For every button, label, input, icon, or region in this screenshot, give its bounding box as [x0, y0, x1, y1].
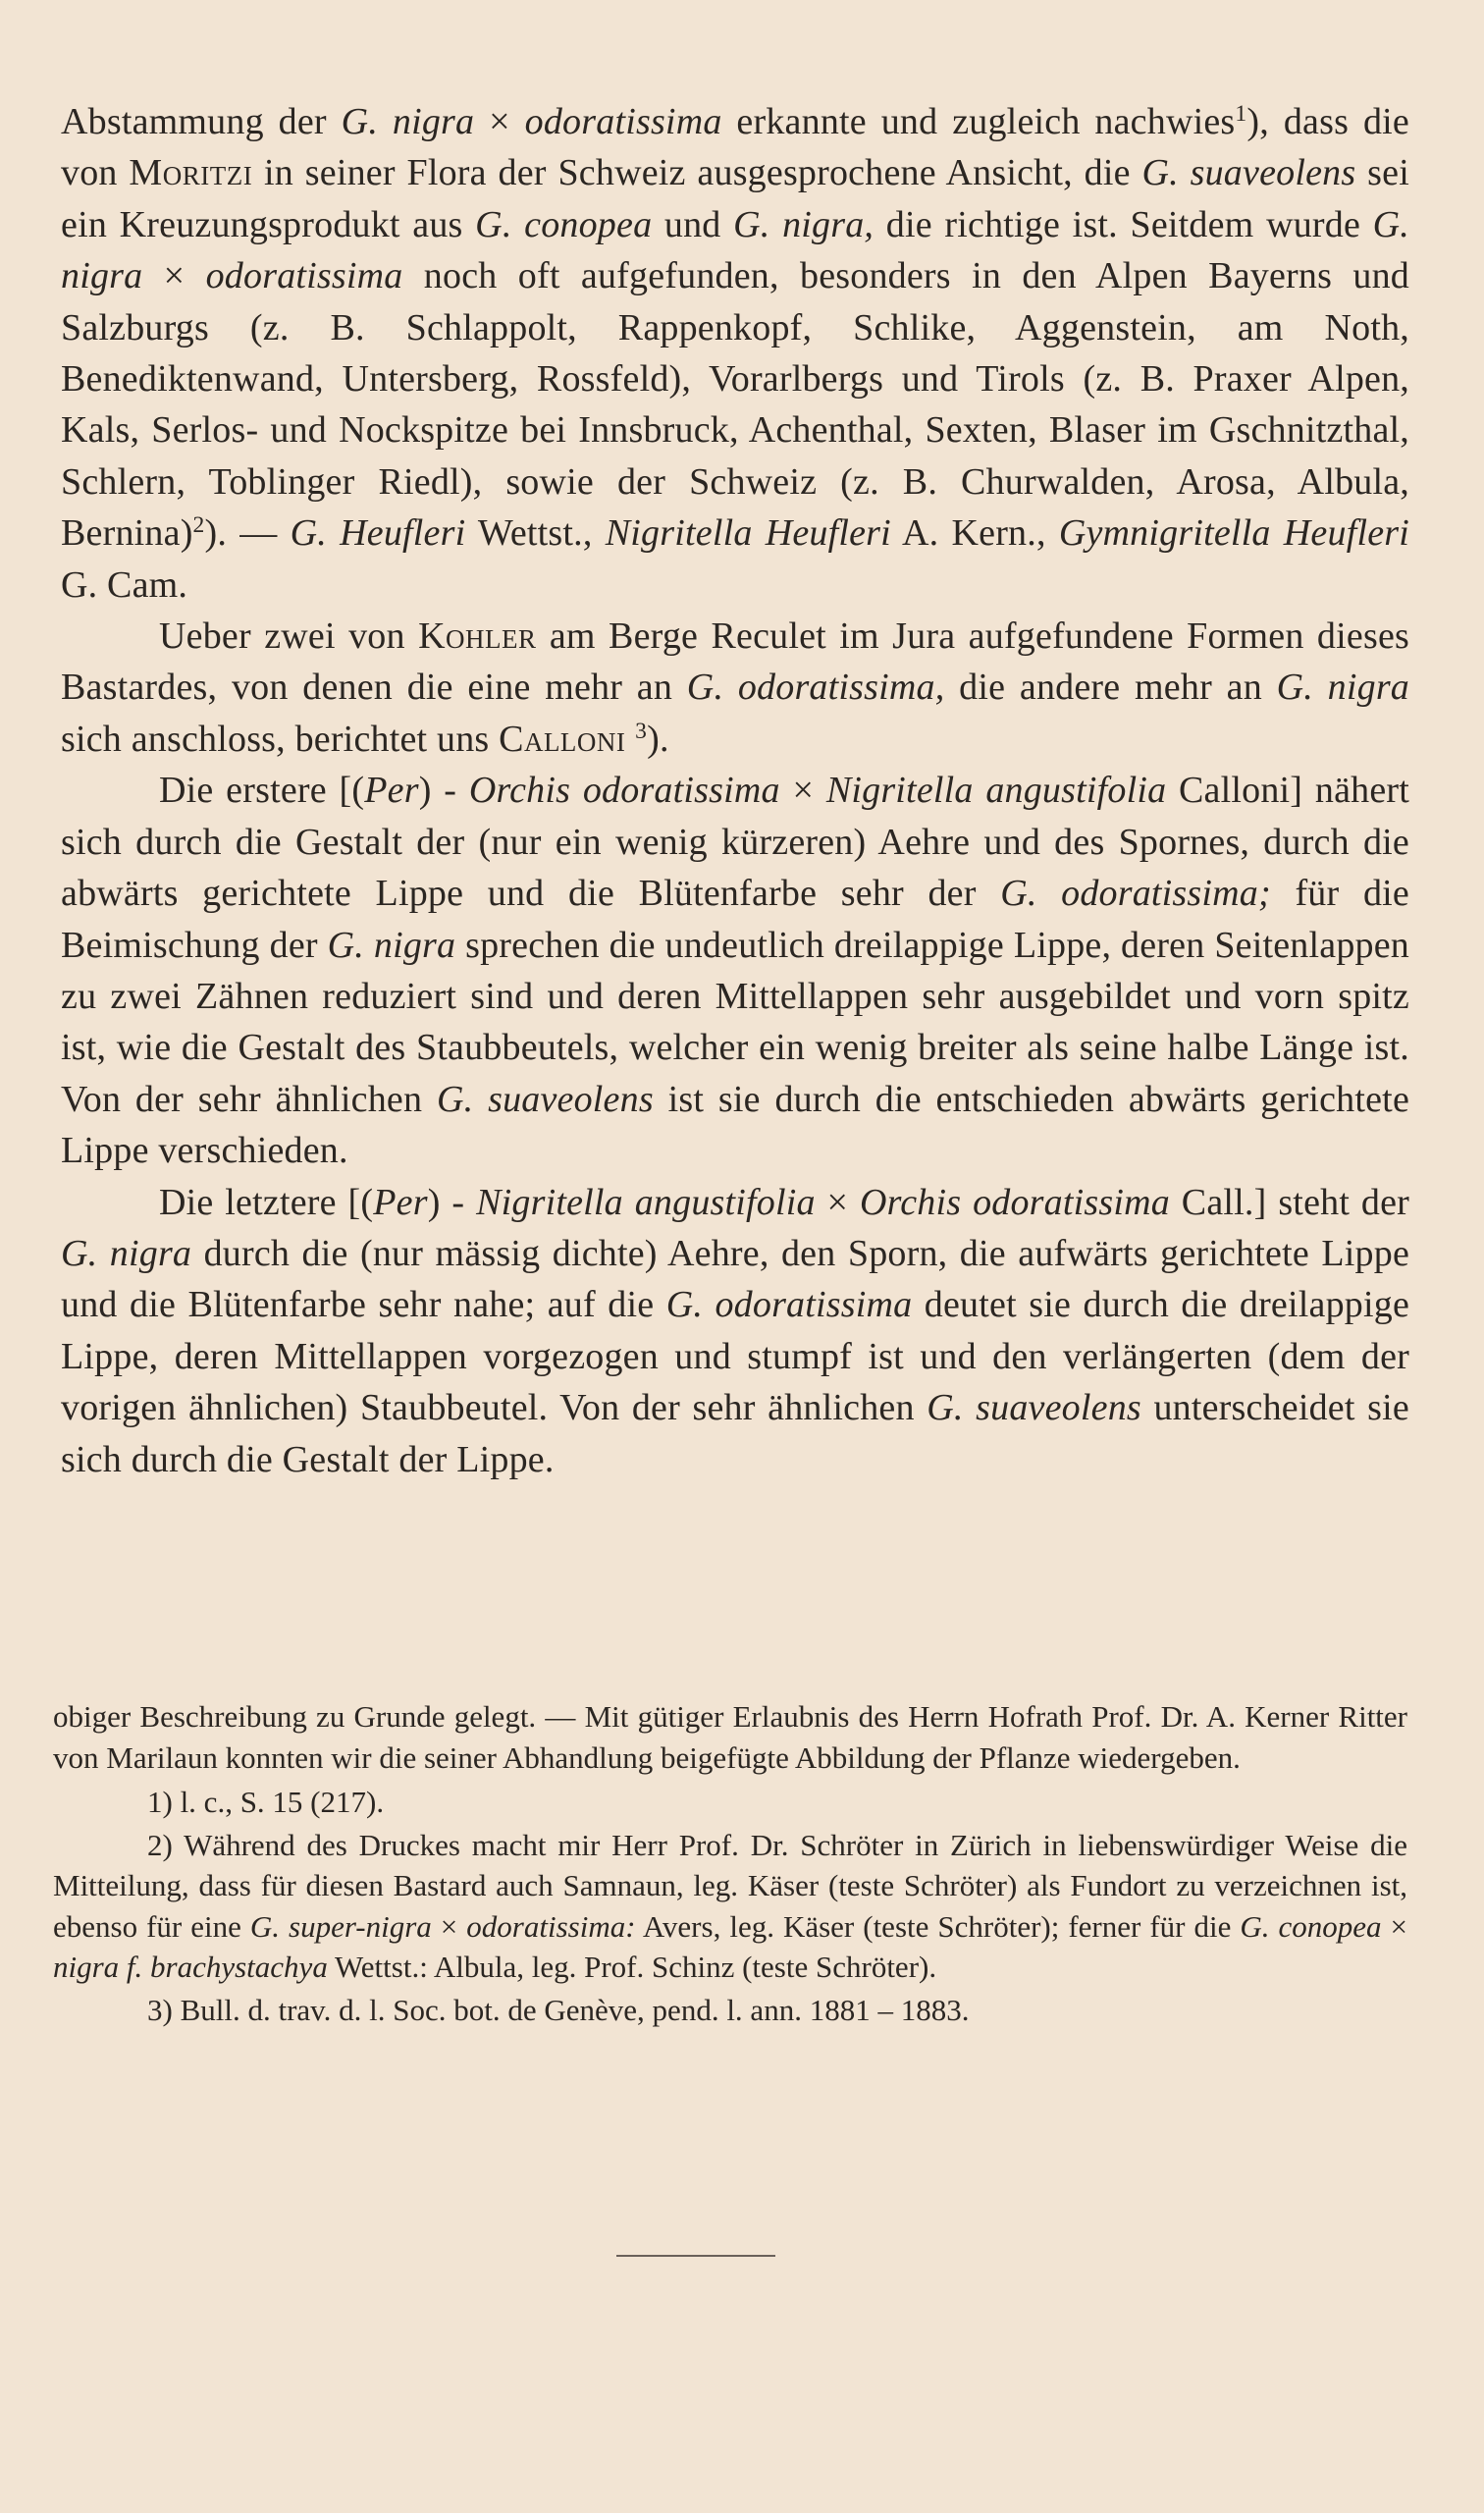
italic-run: G. suaveolens [927, 1387, 1141, 1429]
italic-run: Gymnigritella Heufleri [1058, 512, 1410, 555]
author-name: Kohler [418, 615, 537, 658]
footnote-ref: 2 [192, 512, 205, 539]
italic-run: G. suaveolens [436, 1078, 654, 1120]
italic-run: Per [364, 770, 419, 812]
italic-run: G. conopea [475, 203, 653, 245]
footnote-3: 3) Bull. d. trav. d. l. Soc. bot. de Genève, pend. l. ann. 1881 – 1883. [147, 1992, 970, 2027]
italic-run: G. odoratissima; [1000, 873, 1271, 915]
paragraph: Ueber zwei von Kohler am Berge Reculet im Jura aufgefundene Formen dieses Bastardes, von denen die eine mehr an G. odoratissima, die andere mehr an G. nigra sich anschloss, berichtet uns Calloni $^3$). [61, 615, 1410, 760]
footnote-1: 1) l. c., S. 15 (217). [147, 1785, 385, 1819]
author-name: Moritzi [129, 152, 253, 194]
italic-run: G. odoratissima, [686, 667, 945, 709]
italic-run: G. nigra [1276, 667, 1410, 709]
paragraph: Abstammung der G. nigra × odoratissima erkannte und zugleich nachwies$^1$), dass die von Moritzi in seiner Flora der Schweiz ausgesprochene Ansicht, die G. suaveolens sei ein Kreuzungsprodukt aus G. conopea und G. nigra, die richtige ist. Seitdem wurde G. nigra × odoratissima noch oft aufgefunden, besonders in den Alpen Bayerns und Salzburgs (z. B. Schlappolt, Rappenkopf, Schlike, Aggenstein, am Noth, Benediktenwand, Untersberg, Rossfeld), Vorarlbergs und Tirols (z. B. Praxer Alpen, Kals, Serlos- und Nockspitze bei Innsbruck, Achenthal, Sexten, Blaser im Gschnitzthal, Schlern, Toblinger Riedl), sowie der Schweiz (z. B. Churwalden, Arosa, Albula, Bernina)$^2$). — G. Heufleri Wettst., Nigritella Heufleri A. Kern., Gymnigritella Heufleri G. Cam. [61, 101, 1410, 606]
author-name: Calloni [499, 718, 626, 760]
italic-run: Orchis odoratissima [860, 1181, 1170, 1223]
italic-run: G. odoratissima [665, 1284, 913, 1326]
italic-run: odoratissima [205, 255, 403, 297]
italic-run: G. Heufleri [290, 512, 466, 555]
footnote-ref: 3 [635, 718, 648, 744]
italic-run: G. conopea [1240, 1908, 1382, 1944]
italic-run: Nigritella angustifolia [476, 1181, 816, 1223]
italic-run: Nigritella Heufleri [605, 512, 891, 555]
italic-run: Nigritella angustifolia [825, 770, 1167, 812]
footnote-continuation: obiger Beschreibung zu Grunde gelegt. — Mit gütiger Erlaubnis des Herrn Hofrath Prof. Dr. A. Kerner Ritter von Marilaun konnten wir die seiner Abhandlung beigefügte Abbildung der Pflanze wiedergeben. [53, 1699, 1407, 1775]
end-rule [616, 2255, 775, 2257]
italic-run: odoratissima [524, 101, 722, 142]
italic-run: G. nigra [327, 924, 456, 966]
italic-run: Orchis odoratissima [468, 770, 780, 812]
paragraph: Die erstere [(Per) - Orchis odoratissima × Nigritella angustifolia Calloni] nähert sich durch die Gestalt der (nur ein wenig kürzeren) Aehre und des Spornes, durch die abwärts gerichtete Lippe und die Blütenfarbe sehr der G. odoratissima; für die Beimischung der G. nigra sprechen die undeutlich dreilappige Lippe, deren Seitenlappen zu zwei Zähnen reduziert sind und deren Mittellappen sehr ausgebildet und vorn spitz ist, wie die Gestalt des Staubbeutels, welcher ein wenig breiter als seine halbe Länge ist. Von der sehr ähnlichen G. suaveolens ist sie durch die entschieden abwärts gerichtete Lippe verschieden. [61, 770, 1410, 1172]
italic-run: G. nigra [341, 101, 475, 142]
paragraph: Die letztere [(Per) - Nigritella angustifolia × Orchis odoratissima Call.] steht der G. nigra durch die (nur mässig dichte) Aehre, den Sporn, die aufwärts gerichtete Lippe und die Blütenfarbe sehr nahe; auf die G. odoratissima deutet sie durch die dreilappige Lippe, deren Mittellappen vorgezogen und stumpf ist und den verlängerten (dem der vorigen ähnlichen) Staubbeutel. Von der sehr ähnlichen G. suaveolens unterscheidet sie sich durch die Gestalt der Lippe. [61, 1181, 1410, 1480]
italic-run: G. suaveolens [1141, 152, 1356, 194]
footnote-2: 2) Während des Druckes macht mir Herr Prof. Dr. Schröter in Zürich in liebenswürdiger Weise die Mitteilung, dass für diesen Bastard auch Samnaun, leg. Käser (teste Schröter) als Fundort zu verzeichnen ist, ebenso für eine G. super-nigra × odoratissima: Avers, leg. Käser (teste Schröter); ferner für die G. conopea × nigra f. brachystachya Wettst.: Albula, leg. Prof. Schinz (teste Schröter). [53, 1827, 1408, 1984]
italic-run: G. super-nigra [249, 1908, 432, 1944]
italic-run: Per [373, 1181, 428, 1223]
italic-run: G. nigra, [733, 203, 874, 245]
italic-run: odoratissima: [466, 1908, 636, 1944]
footnotes [53, 1696, 1407, 2030]
main-text [61, 96, 1409, 1485]
italic-run: G. nigra [61, 1232, 192, 1274]
italic-run: G. nigra [61, 203, 1409, 297]
italic-run: nigra f. brachystachya [53, 1950, 328, 1984]
footnote-ref: 1 [1235, 101, 1247, 128]
